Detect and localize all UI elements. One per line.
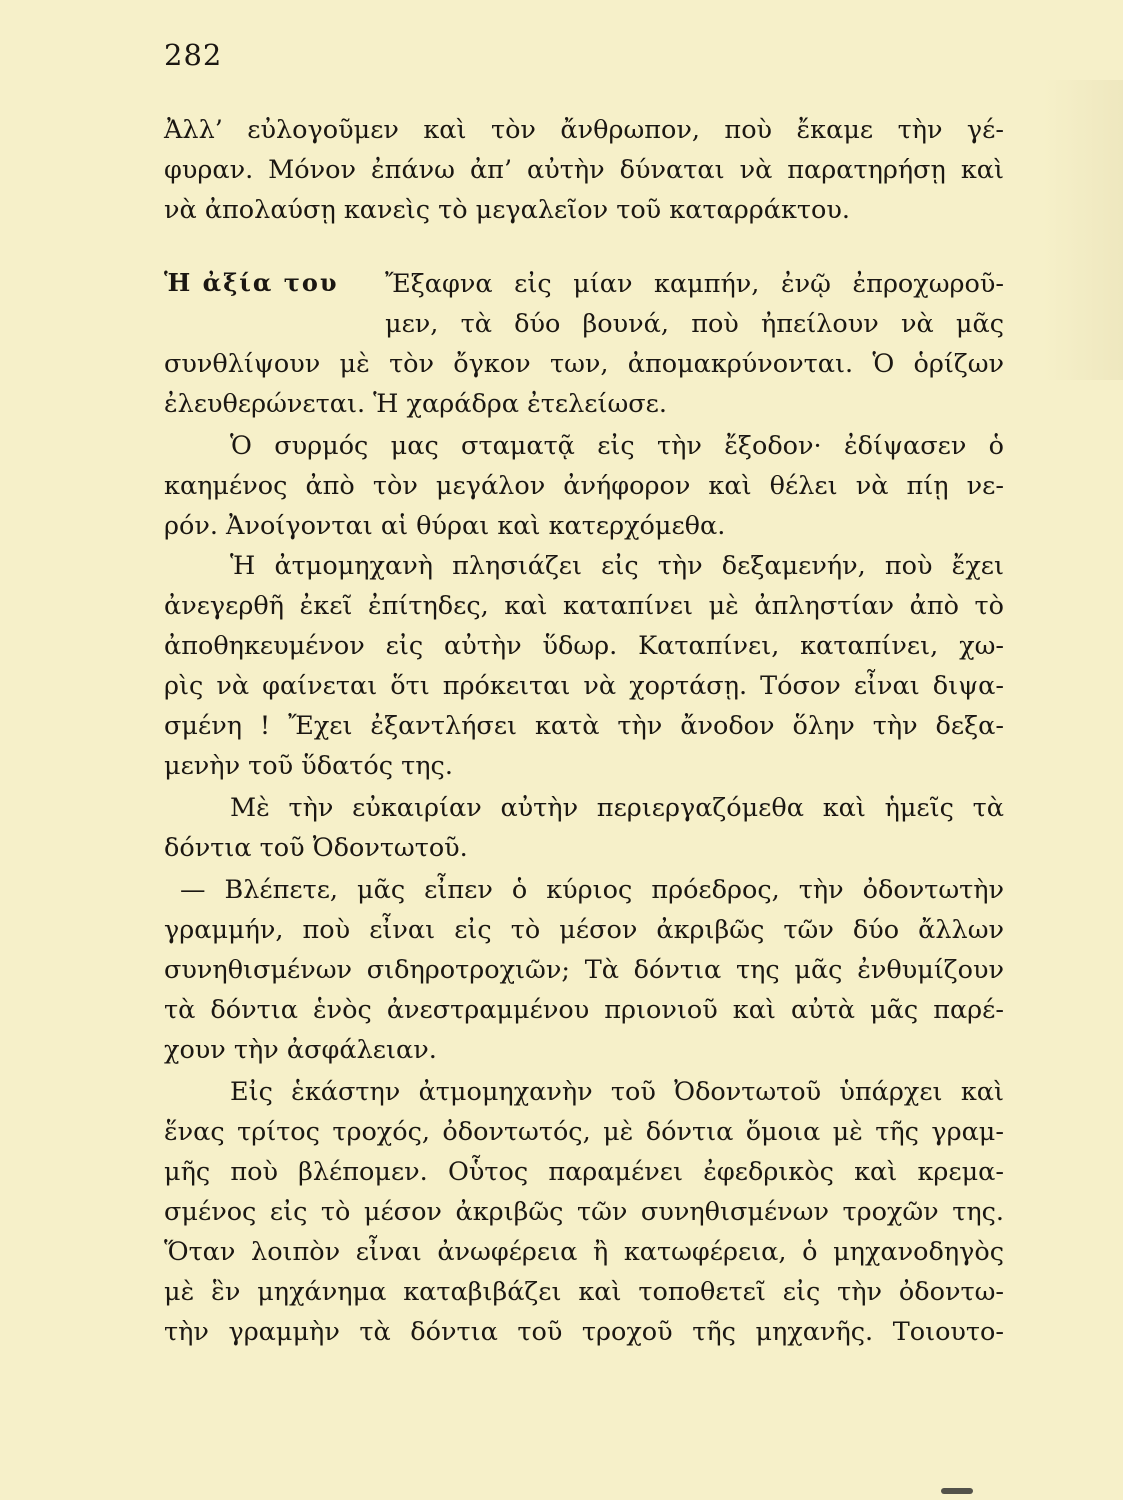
text-line: ἐλευθερώνεται. Ἡ χαράδρα ἐτελείωσε. (164, 389, 668, 419)
text-line: σμένος εἰς τὸ μέσον ἀκριβῶς τῶν συνηθισμένων τροχῶν της. (164, 1197, 1004, 1227)
text-line: συνθλίψουν μὲ τὸν ὄγκον των, ἀπομακρύνονται. Ὁ ὁρίζων (164, 349, 1004, 379)
marginal-heading: Ἡ ἀξία του (164, 268, 339, 297)
bleed-through-shadow (1043, 80, 1123, 380)
text-line: δόντια τοῦ Ὀδοντωτοῦ. (164, 833, 468, 863)
text-line: — Βλέπετε, μᾶς εἶπεν ὁ κύριος πρόεδρος, τὴν ὀδοντωτὴν (180, 875, 1004, 905)
text-line: φυραν. Μόνον ἐπάνω ἀπ’ αὐτὴν δύναται νὰ παρατηρήσῃ καὶ (164, 155, 1004, 185)
text-line: Μὲ τὴν εὐκαιρίαν αὐτὴν περιεργαζόμεθα καὶ ἡμεῖς τὰ (230, 793, 1004, 823)
text-line: νὰ ἀπολαύσῃ κανεὶς τὸ μεγαλεῖον τοῦ καταρράκτου. (164, 195, 850, 225)
ink-smudge (941, 1488, 973, 1494)
text-line: γραμμήν, ποὺ εἶναι εἰς τὸ μέσον ἀκριβῶς τῶν δύο ἄλλων (164, 915, 1004, 945)
text-line: συνηθισμένων σιδηροτροχιῶν; Τὰ δόντια της μᾶς ἐνθυμίζουν (164, 955, 1004, 985)
text-line: μὲ ἓν μηχάνημα καταβιβάζει καὶ τοποθετεῖ εἰς τὴν ὀδοντω- (164, 1277, 1004, 1307)
text-line: σμένη ! Ἔχει ἐξαντλήσει κατὰ τὴν ἄνοδον ὅλην τὴν δεξα- (164, 711, 1004, 741)
text-line: ρὶς νὰ φαίνεται ὅτι πρόκειται νὰ χορτάσῃ. Τόσον εἶναι διψα- (164, 671, 1004, 701)
text-line: Ἡ ἀτμομηχανὴ πλησιάζει εἰς τὴν δεξαμενήν, ποὺ ἔχει (230, 551, 1004, 581)
text-line: μενὴν τοῦ ὕδατός της. (164, 751, 453, 781)
page-number: 282 (164, 38, 223, 72)
text-line: Ὅταν λοιπὸν εἶναι ἀνωφέρεια ἢ κατωφέρεια, ὁ μηχανοδηγὸς (164, 1237, 1004, 1267)
text-line: ἀποθηκευμένον εἰς αὐτὴν ὕδωρ. Καταπίνει, καταπίνει, χω- (164, 631, 1004, 661)
text-line: μεν, τὰ δύο βουνά, ποὺ ἠπείλουν νὰ μᾶς (385, 309, 1004, 339)
text-line: Ἀλλ’ εὐλογοῦμεν καὶ τὸν ἄνθρωπον, ποὺ ἔκαμε τὴν γέ- (164, 115, 1004, 145)
text-line: ἀνεγερθῆ ἐκεῖ ἐπίτηδες, καὶ καταπίνει μὲ ἀπληστίαν ἀπὸ τὸ (164, 591, 1004, 621)
text-line: μῆς ποὺ βλέπομεν. Οὗτος παραμένει ἐφεδρικὸς καὶ κρεμα- (164, 1157, 1004, 1187)
text-line: Εἰς ἑκάστην ἀτμομηχανὴν τοῦ Ὀδοντωτοῦ ὑπάρχει καὶ (230, 1077, 1004, 1107)
text-line: Ἔξαφνα εἰς μίαν καμπήν, ἐνῷ ἐπροχωροῦ- (385, 269, 1004, 299)
text-line: καημένος ἀπὸ τὸν μεγάλον ἀνήφορον καὶ θέλει νὰ πίῃ νε- (164, 471, 1004, 501)
text-line: τὴν γραμμὴν τὰ δόντια τοῦ τροχοῦ τῆς μηχανῆς. Τοιουτο- (164, 1317, 1004, 1347)
text-line: ρόν. Ἀνοίγονται αἱ θύραι καὶ κατερχόμεθα. (164, 511, 726, 541)
text-line: ἕνας τρίτος τροχός, ὀδοντωτός, μὲ δόντια ὅμοια μὲ τῆς γραμ- (164, 1117, 1004, 1147)
text-line: χουν τὴν ἀσφάλειαν. (164, 1035, 437, 1065)
text-line: Ὁ συρμός μας σταματᾷ εἰς τὴν ἔξοδον· ἐδίψασεν ὁ (230, 431, 1004, 461)
text-line: τὰ δόντια ἑνὸς ἀνεστραμμένου πριονιοῦ καὶ αὐτὰ μᾶς παρέ- (164, 995, 1004, 1025)
